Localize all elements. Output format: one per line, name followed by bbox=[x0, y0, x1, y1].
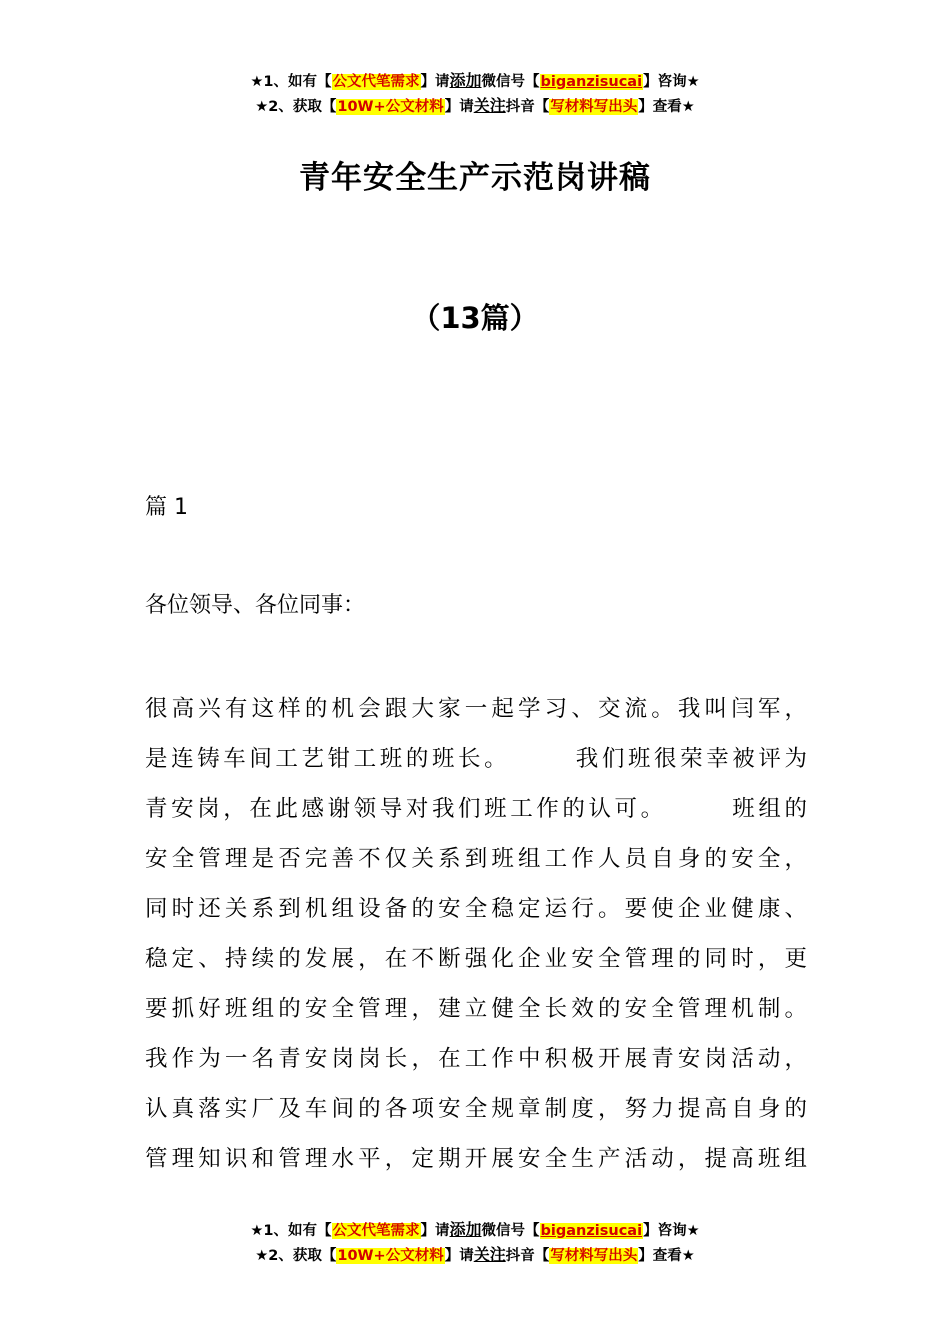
document-subtitle: （13篇） bbox=[411, 301, 539, 335]
promo-text: 】请 bbox=[420, 74, 450, 90]
promo-emphasis: 关注 bbox=[473, 96, 506, 115]
promo-highlight: 10W+公文材料 bbox=[337, 99, 444, 115]
paragraph-line-part: 班组的 bbox=[728, 796, 807, 822]
promo-text: ★2、获取【 bbox=[255, 99, 337, 115]
promo-highlight-wechat: biganzisucai bbox=[540, 1223, 643, 1239]
promo-text: ★1、如有【 bbox=[250, 1223, 332, 1239]
section-heading: 篇 1 bbox=[145, 495, 188, 520]
promo-highlight: 公文代笔需求 bbox=[332, 74, 420, 90]
promo-line-1 bbox=[0, 69, 950, 94]
promo-text: 】请 bbox=[444, 1248, 474, 1264]
promo-line-2 bbox=[0, 94, 950, 119]
paragraph-line: 我作为一名青安岗岗长，在工作中积极开展青安岗活动， bbox=[145, 1046, 807, 1072]
paragraph-line: 管理知识和管理水平，定期开展安全生产活动，提高班组 bbox=[145, 1146, 807, 1172]
paragraph-line-part: 青安岗，在此感谢领导对我们班工作的认可。 bbox=[145, 796, 667, 822]
promo-emphasis: 添加 bbox=[449, 71, 482, 90]
promo-text: 】请 bbox=[444, 99, 474, 115]
promo-emphasis: 关注 bbox=[473, 1245, 506, 1264]
document-title: 青年安全生产示范岗讲稿 bbox=[299, 160, 651, 196]
promo-text: 抖音【 bbox=[505, 99, 550, 115]
promo-line-2 bbox=[0, 1243, 950, 1268]
promo-line-1 bbox=[0, 1218, 950, 1243]
paragraph-line: 要抓好班组的安全管理，建立健全长效的安全管理机制。 bbox=[145, 996, 807, 1022]
promo-highlight-douyin: 写材料写出头 bbox=[550, 1248, 638, 1264]
promo-text: 微信号【 bbox=[481, 74, 540, 90]
promo-highlight-wechat: biganzisucai bbox=[540, 74, 643, 90]
paragraph-line: 稳定、持续的发展，在不断强化企业安全管理的同时，更 bbox=[145, 946, 807, 972]
salutation: 各位领导、各位同事： bbox=[145, 593, 366, 618]
footer-promo-banner bbox=[0, 1218, 950, 1268]
paragraph-line: 认真落实厂及车间的各项安全规章制度，努力提高自身的 bbox=[145, 1096, 807, 1122]
promo-text: ★2、获取【 bbox=[255, 1248, 337, 1264]
paragraph-line bbox=[145, 734, 807, 784]
paragraph-line: 安全管理是否完善不仅关系到班组工作人员自身的安全， bbox=[145, 846, 807, 872]
promo-text: 抖音【 bbox=[505, 1248, 550, 1264]
promo-highlight: 10W+公文材料 bbox=[337, 1248, 444, 1264]
promo-text: 】请 bbox=[420, 1223, 450, 1239]
promo-text: 微信号【 bbox=[481, 1223, 540, 1239]
promo-text: 】咨询★ bbox=[643, 74, 700, 90]
paragraph-line bbox=[145, 784, 807, 834]
paragraph-line-part: 是连铸车间工艺钳工班的班长。 bbox=[145, 746, 511, 772]
paragraph-line: 同时还关系到机组设备的安全稳定运行。要使企业健康、 bbox=[145, 896, 807, 922]
paragraph-line-part: 我们班很荣幸被评为 bbox=[572, 746, 807, 772]
body-paragraph bbox=[145, 684, 807, 1184]
promo-text: 】查看★ bbox=[638, 1248, 695, 1264]
paragraph-line: 很高兴有这样的机会跟大家一起学习、交流。我叫闫军， bbox=[145, 696, 807, 722]
promo-text: 】查看★ bbox=[638, 99, 695, 115]
promo-highlight: 公文代笔需求 bbox=[332, 1223, 420, 1239]
promo-text: 】咨询★ bbox=[643, 1223, 700, 1239]
header-promo-banner bbox=[0, 69, 950, 119]
promo-text: ★1、如有【 bbox=[250, 74, 332, 90]
promo-highlight-douyin: 写材料写出头 bbox=[550, 99, 638, 115]
promo-emphasis: 添加 bbox=[449, 1220, 482, 1239]
